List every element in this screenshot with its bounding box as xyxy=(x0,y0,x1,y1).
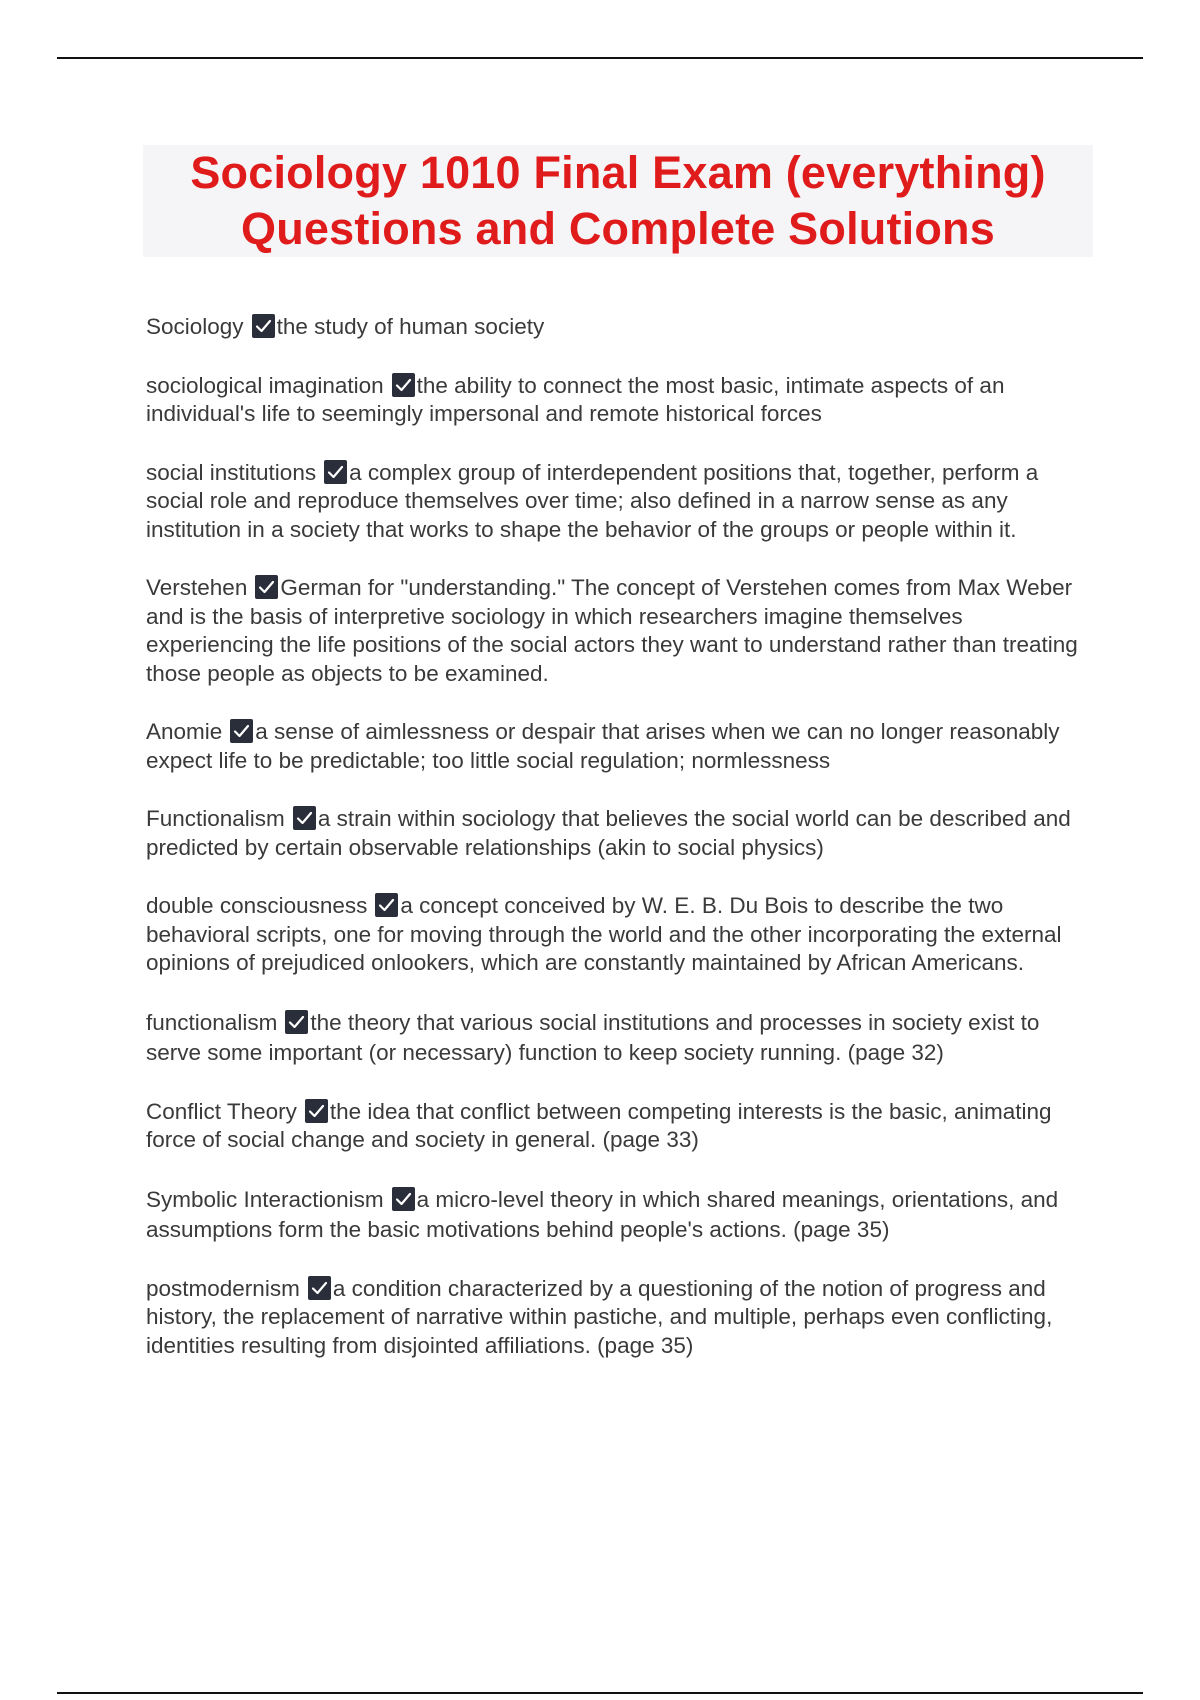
checkbox-check-icon xyxy=(255,575,278,599)
flashcard-list xyxy=(146,313,1096,1390)
entry-definition: a strain within sociology that believes the social world can be described and predicted by certain observable relationships (akin to social physics) xyxy=(146,806,1071,860)
flashcard-entry xyxy=(146,1185,1096,1245)
entry-term: Anomie xyxy=(146,719,223,744)
entry-term: sociological imagination xyxy=(146,372,384,398)
entry-term: Symbolic Interactionism xyxy=(146,1186,384,1212)
checkbox-check-icon xyxy=(392,1187,415,1211)
flashcard-entry xyxy=(146,372,1096,429)
flashcard-entry xyxy=(146,1275,1096,1361)
entry-definition: a concept conceived by W. E. B. Du Bois to describe the two behavioral scripts, one for moving through the world and the other incorporating the external opinions of prejudiced onlookers, which are constantly maintained by African Americans. xyxy=(146,893,1062,975)
checkbox-check-icon xyxy=(305,1099,328,1123)
page-title-line-2: Questions and Complete Solutions xyxy=(241,203,995,254)
flashcard-entry xyxy=(146,805,1096,862)
entry-definition: a micro-level theory in which shared meanings, orientations, and assumptions form the basic motivations behind people's actions. (page 35) xyxy=(146,1186,1059,1242)
flashcard-entry xyxy=(146,1098,1096,1155)
flashcard-entry xyxy=(146,892,1096,978)
checkbox-check-icon xyxy=(285,1010,308,1034)
entry-term: functionalism xyxy=(146,1009,278,1035)
checkbox-check-icon xyxy=(375,893,398,917)
entry-term: social institutions xyxy=(146,459,317,485)
checkbox-check-icon xyxy=(230,719,253,743)
checkbox-check-icon xyxy=(252,314,275,338)
entry-term: postmodernism xyxy=(146,1275,300,1301)
entry-definition: German for "understanding." The concept of Verstehen comes from Max Weber and is the basis of interpretive sociology in which researchers imagine themselves experiencing the life positions of the social actors they want to understand rather than treating those people as objects to be examined. xyxy=(146,575,1078,686)
entry-definition: the theory that various social institutions and processes in society exist to serve some important (or necessary) function to keep society running. (page 32) xyxy=(146,1009,1040,1065)
checkbox-check-icon xyxy=(392,373,415,397)
entry-term: Functionalism xyxy=(146,806,285,831)
entry-term: Sociology xyxy=(146,314,244,339)
bottom-divider xyxy=(57,1692,1143,1694)
entry-definition: a condition characterized by a questioning of the notion of progress and history, the replacement of narrative within pastiche, and multiple, perhaps even conflicting, identities resulting from disjointed affiliations. (page 35) xyxy=(146,1275,1053,1358)
entry-definition: the ability to connect the most basic, intimate aspects of an individual's life to seemingly impersonal and remote historical forces xyxy=(146,372,1005,426)
page-title-line-1: Sociology 1010 Final Exam (everything) xyxy=(190,147,1046,198)
checkbox-check-icon xyxy=(324,460,347,484)
checkbox-check-icon xyxy=(308,1276,331,1300)
flashcard-entry xyxy=(146,1008,1096,1068)
top-divider xyxy=(57,57,1143,59)
flashcard-entry xyxy=(146,718,1096,775)
flashcard-entry xyxy=(146,313,1096,342)
flashcard-entry xyxy=(146,459,1096,545)
entry-definition: the idea that conflict between competing interests is the basic, animating force of social change and society in general. (page 33) xyxy=(146,1098,1052,1152)
flashcard-entry xyxy=(146,574,1096,688)
entry-term: Conflict Theory xyxy=(146,1098,297,1124)
checkbox-check-icon xyxy=(293,806,316,830)
entry-term: double consciousness xyxy=(146,893,368,918)
entry-definition: a sense of aimlessness or despair that arises when we can no longer reasonably expect life to be predictable; too little social regulation; normlessness xyxy=(146,719,1060,773)
entry-definition: the study of human society xyxy=(276,314,545,339)
title-banner xyxy=(143,145,1093,257)
entry-term: Verstehen xyxy=(146,575,248,600)
entry-definition: a complex group of interdependent positions that, together, perform a social role and reproduce themselves over time; also defined in a narrow sense as any institution in a society that works to shape the behavior of the groups or people within it. xyxy=(146,459,1039,542)
